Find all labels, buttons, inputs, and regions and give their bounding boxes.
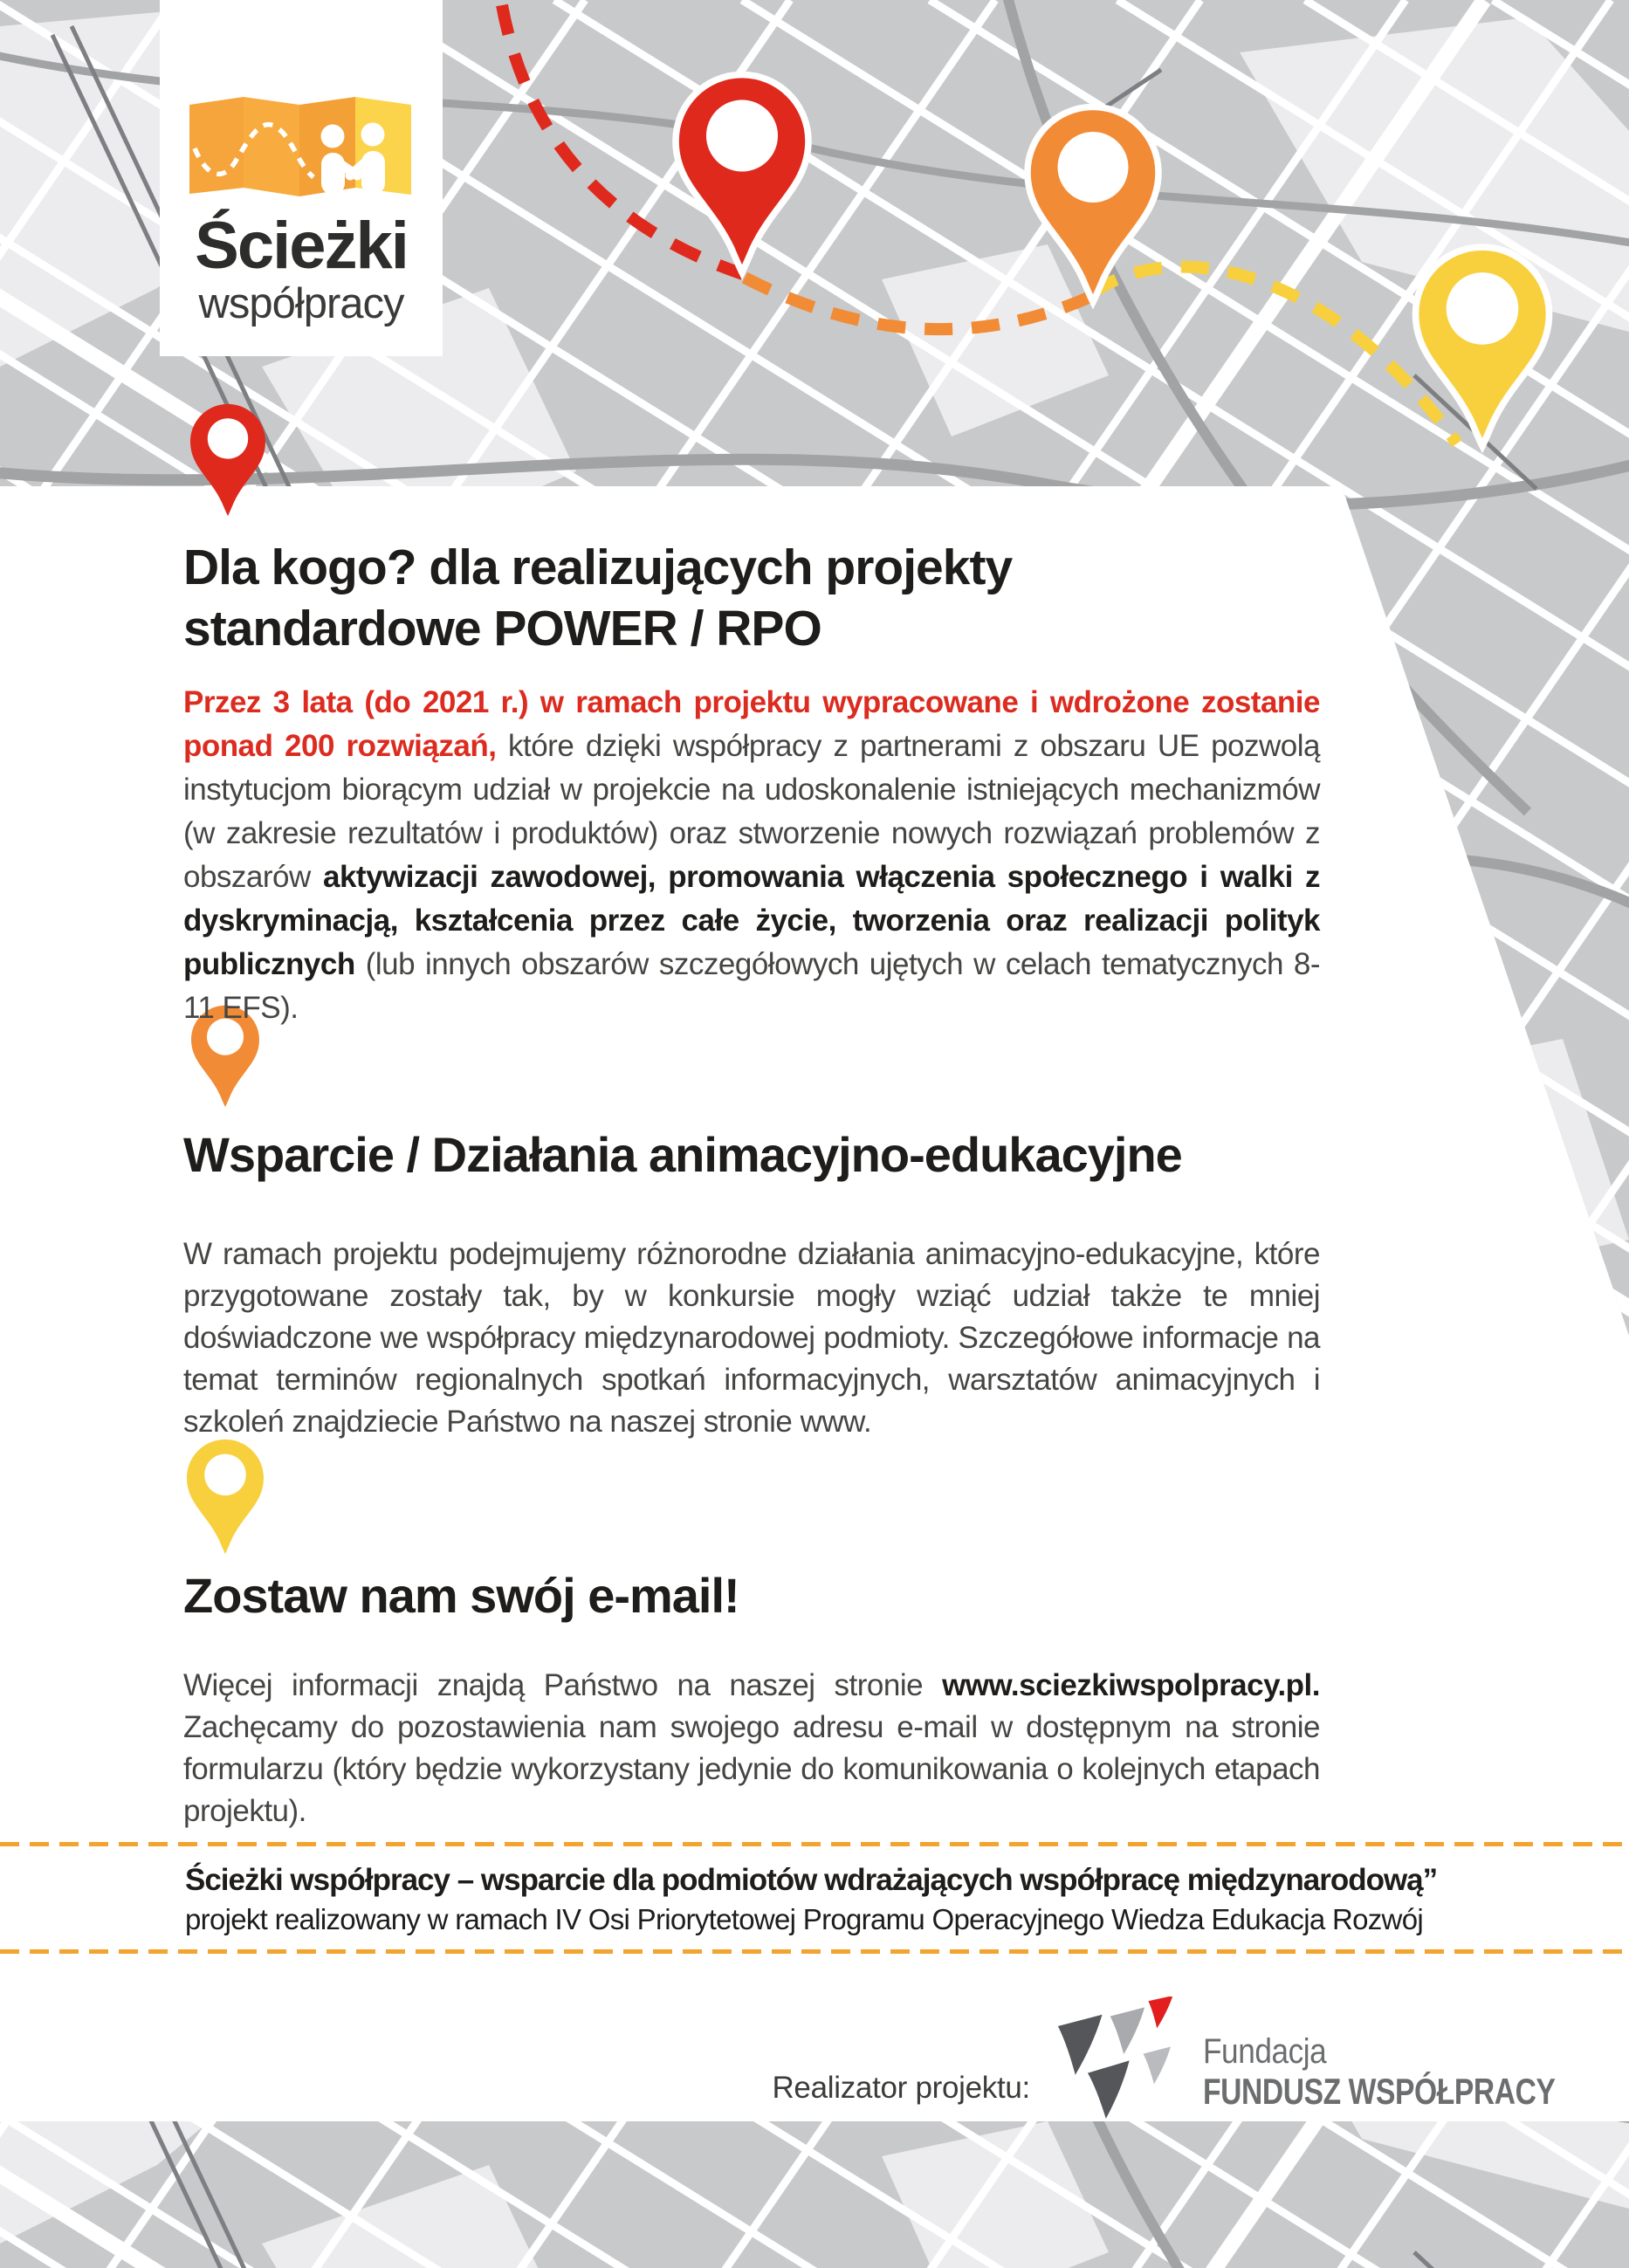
section-pin-red-icon xyxy=(190,404,265,516)
text-segment: W ramach projektu podejmujemy różnorodne działania animacyjno-edukacyjne, które przygotowane zostały tak, by w konkursie mogły wziąć udział także te mniej doświadczone we współpracy międzynarodowej podmioty. Szczegółowe informacje na temat terminów regionalnych spotkań informacyjnych, warsztatów animacyjnych i szkoleń znajdziecie Państwo na naszej stronie www. xyxy=(183,1237,1320,1439)
logo-title: Ścieżki xyxy=(195,209,408,283)
section-heading-email: Zostaw nam swój e-mail! xyxy=(183,1568,739,1623)
footer-project-subtitle: projekt realizowany w ramach IV Osi Priorytetowej Programu Operacyjnego Wiedza Edukacja Rozwój xyxy=(185,1903,1423,1935)
dashed-separator-top xyxy=(0,1842,1629,1846)
section-pin-yellow-icon xyxy=(187,1440,264,1554)
text-segment: www.sciezkiwspolpracy.pl. xyxy=(942,1668,1320,1702)
heading-line: Dla kogo? dla realizujących projekty xyxy=(183,540,1013,595)
text-segment: Zachęcamy do pozostawienia nam swojego adresu e-mail w dostępnym na stronie formularzu (który będzie wykorzystany jedynie do komunikowania o kolejnych etapach projektu). xyxy=(183,1710,1320,1828)
dashed-separator-bottom xyxy=(0,1949,1629,1954)
logo-subtitle: współpracy xyxy=(198,280,404,327)
text-segment: Więcej informacji znajdą Państwo na naszej stronie xyxy=(183,1668,943,1702)
section-heading-dla-kogo xyxy=(183,537,1406,659)
footer-project-title: Ścieżki współpracy – wsparcie dla podmiotów wdrażających współpracę międzynarodową” xyxy=(185,1863,1438,1897)
folded-map-logo-icon xyxy=(187,94,416,201)
text-segment: aktywizacji zawodowej, promowania włączenia społecznego i walki z dyskryminacją, kształcenia przez całe życie, tworzenia oraz realizacji polityk publicznych xyxy=(183,860,1320,981)
paragraph-email xyxy=(183,1665,1320,1832)
paragraph-wsparcie xyxy=(183,1234,1320,1443)
section-heading-wsparcie: Wsparcie / Działania animacyjno-edukacyjne xyxy=(183,1127,1182,1182)
text-segment: które dzięki współpracy z partnerami z obszaru UE pozwolą instytucjom biorącym udział w projekcie na udoskonalenie istniejących mechanizmów (w zakresie rezultatów i produktów) oraz stworzenie nowych rozwiązań problemów z obszarów xyxy=(183,729,1320,894)
foundation-name-line2: FUNDUSZ WSPÓŁPRACY xyxy=(1203,2071,1556,2112)
paragraph-dla-kogo xyxy=(183,681,1320,1030)
brand-logo-box xyxy=(160,0,443,356)
realizator-label: Realizator projektu: xyxy=(772,2071,1030,2105)
foundation-name-line1: Fundacja xyxy=(1203,2032,1327,2071)
text-segment: Przez 3 lata (do 2021 r.) w ramach projektu wypracowane i wdrożone zostanie ponad 200 rozwiązań, xyxy=(183,685,1320,763)
heading-line: standardowe POWER / RPO xyxy=(183,601,821,656)
fundacja-fundusz-wspolpracy-logo-icon xyxy=(1050,1997,1183,2120)
text-segment: (lub innych obszarów szczegółowych ujętych w celach tematycznych 8-11 EFS). xyxy=(183,947,1320,1025)
